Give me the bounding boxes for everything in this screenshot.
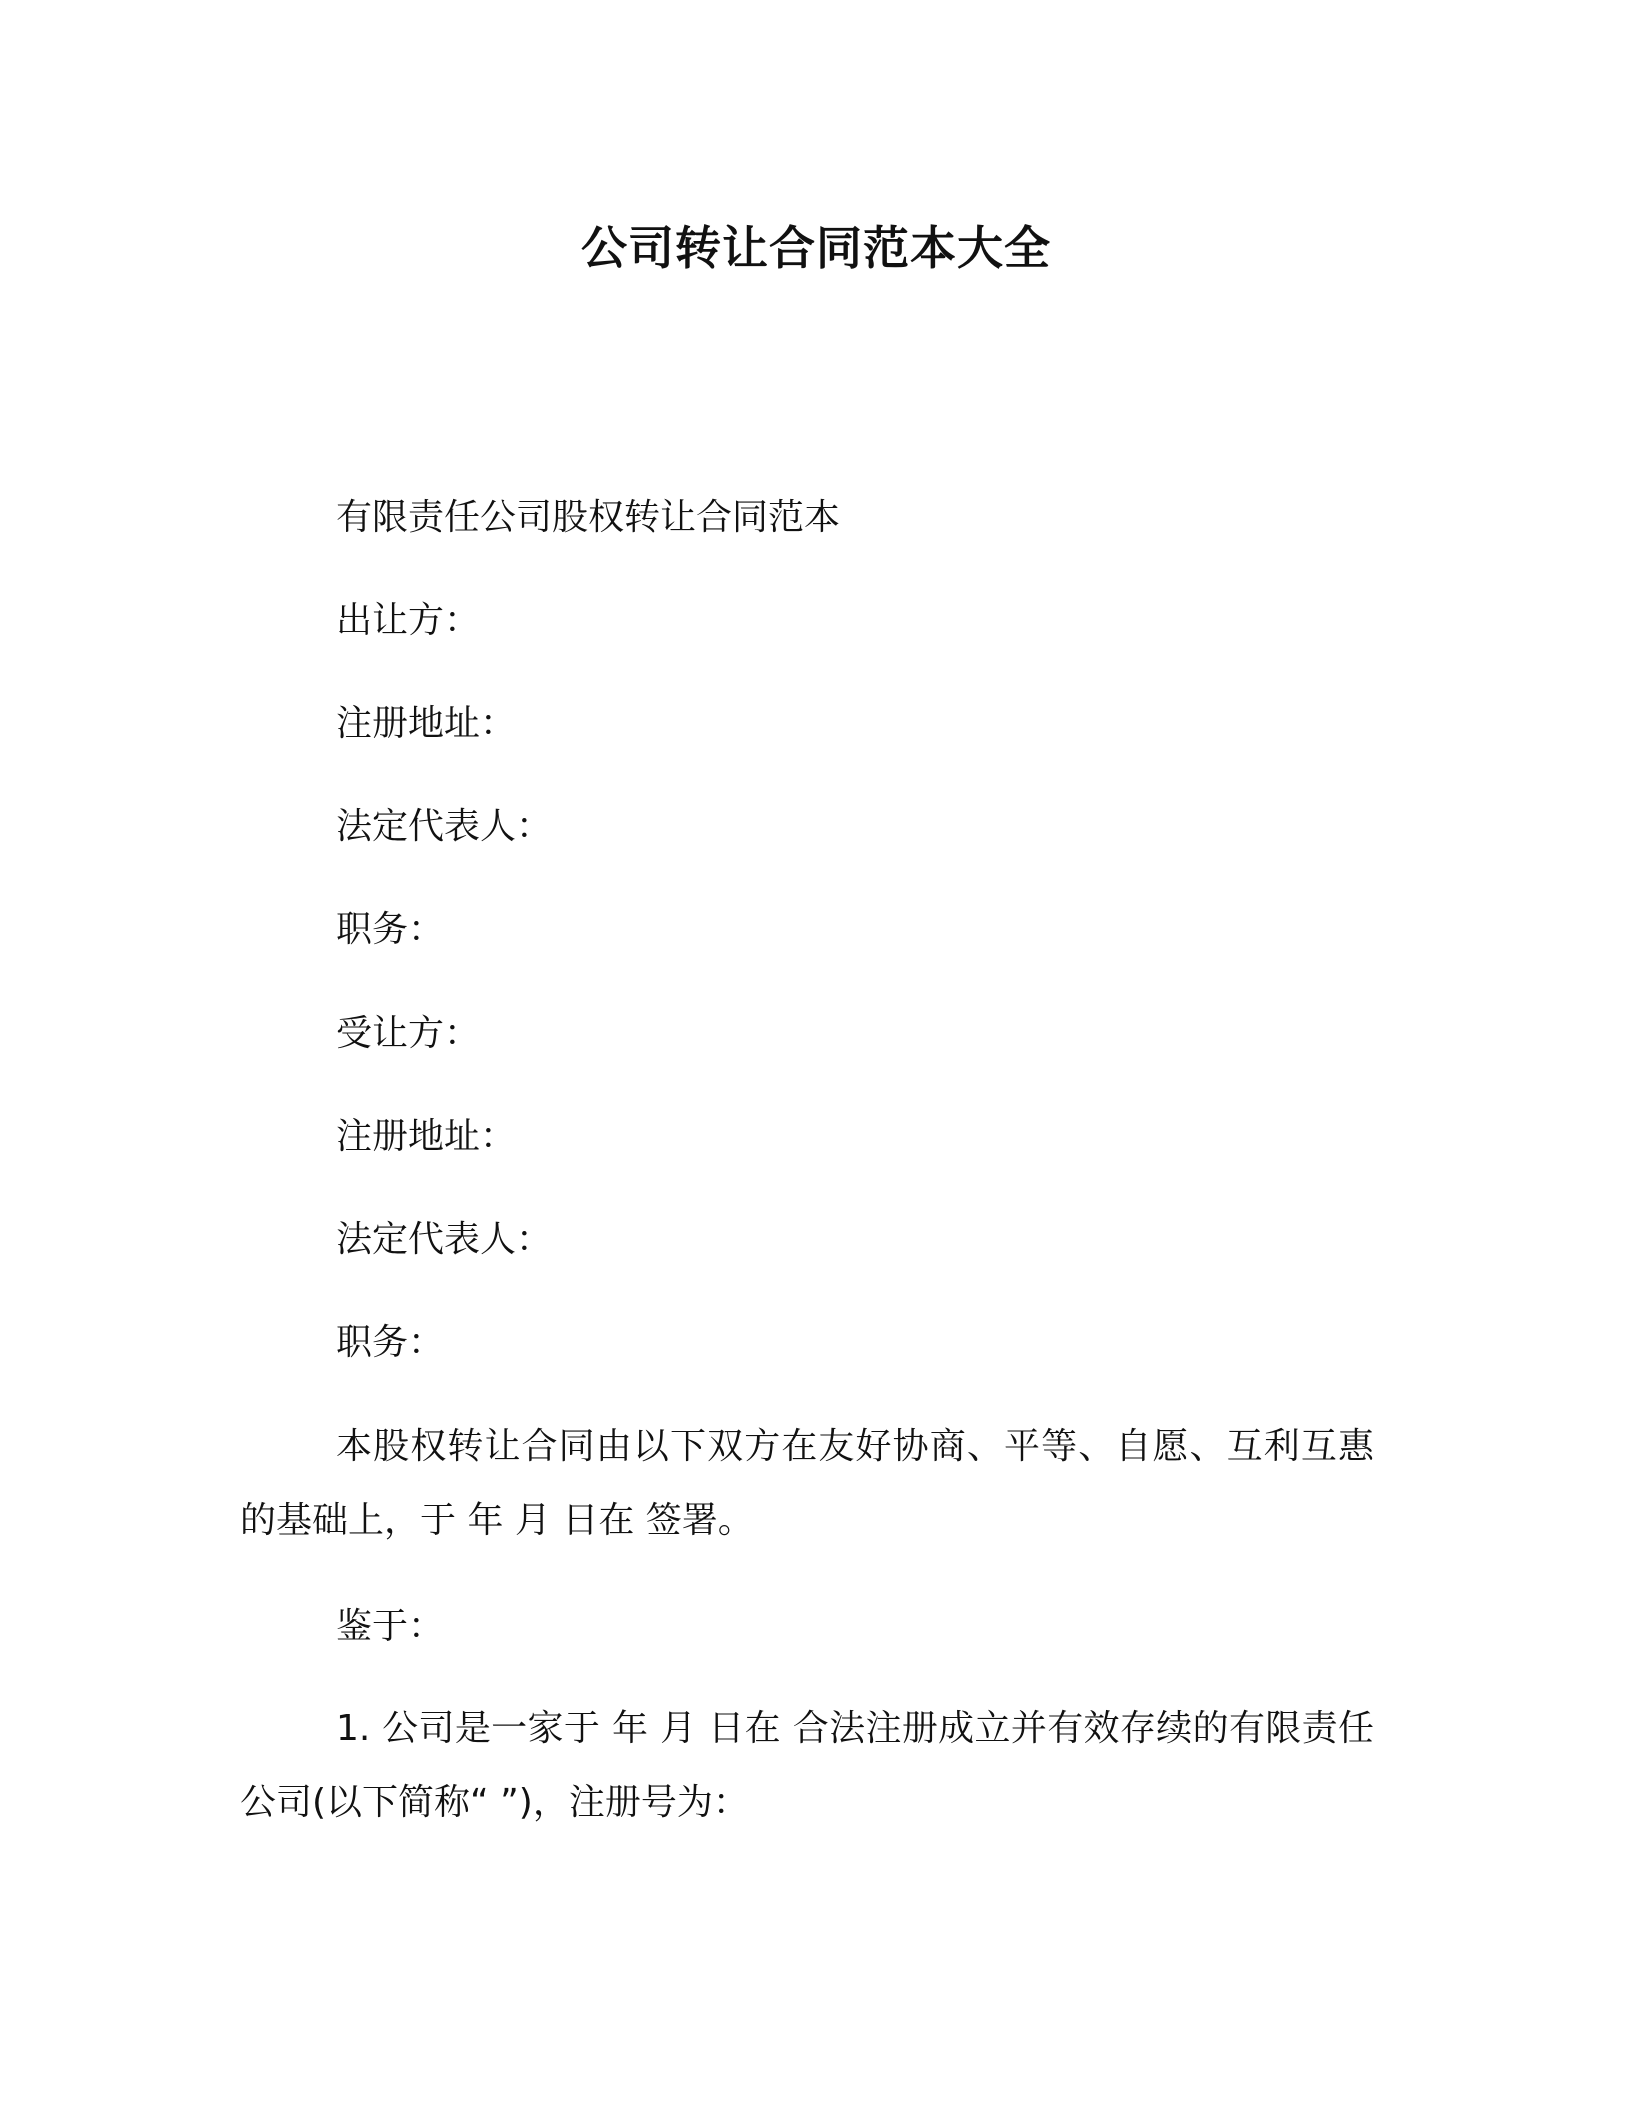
transferor-position-label: 职务： — [336, 909, 445, 950]
transferor-representative-label: 法定代表人： — [336, 806, 553, 847]
transferor-label: 出让方： — [336, 600, 481, 641]
clause-1: 1. 公司是一家于 年 月 日在 合法注册成立并有效存续的有限责任公司(以下简称“ ”)，注册号为： — [240, 1708, 1374, 1823]
transferee-label: 受让方： — [336, 1013, 481, 1054]
transferee-address-label: 注册地址： — [336, 1116, 517, 1157]
intro-paragraph: 本股权转让合同由以下双方在友好协商、平等、自愿、互利互惠的基础上，于 年 月 日在 签署。 — [240, 1426, 1374, 1541]
transferee-position-label: 职务： — [336, 1322, 445, 1363]
document-title: 公司转让合同范本大全 — [581, 221, 1051, 275]
transferee-representative-label: 法定代表人： — [336, 1219, 553, 1260]
transferor-address-label: 注册地址： — [336, 703, 517, 744]
whereas-label: 鉴于： — [336, 1606, 445, 1647]
contract-subtitle: 有限责任公司股权转让合同范本 — [336, 497, 841, 538]
